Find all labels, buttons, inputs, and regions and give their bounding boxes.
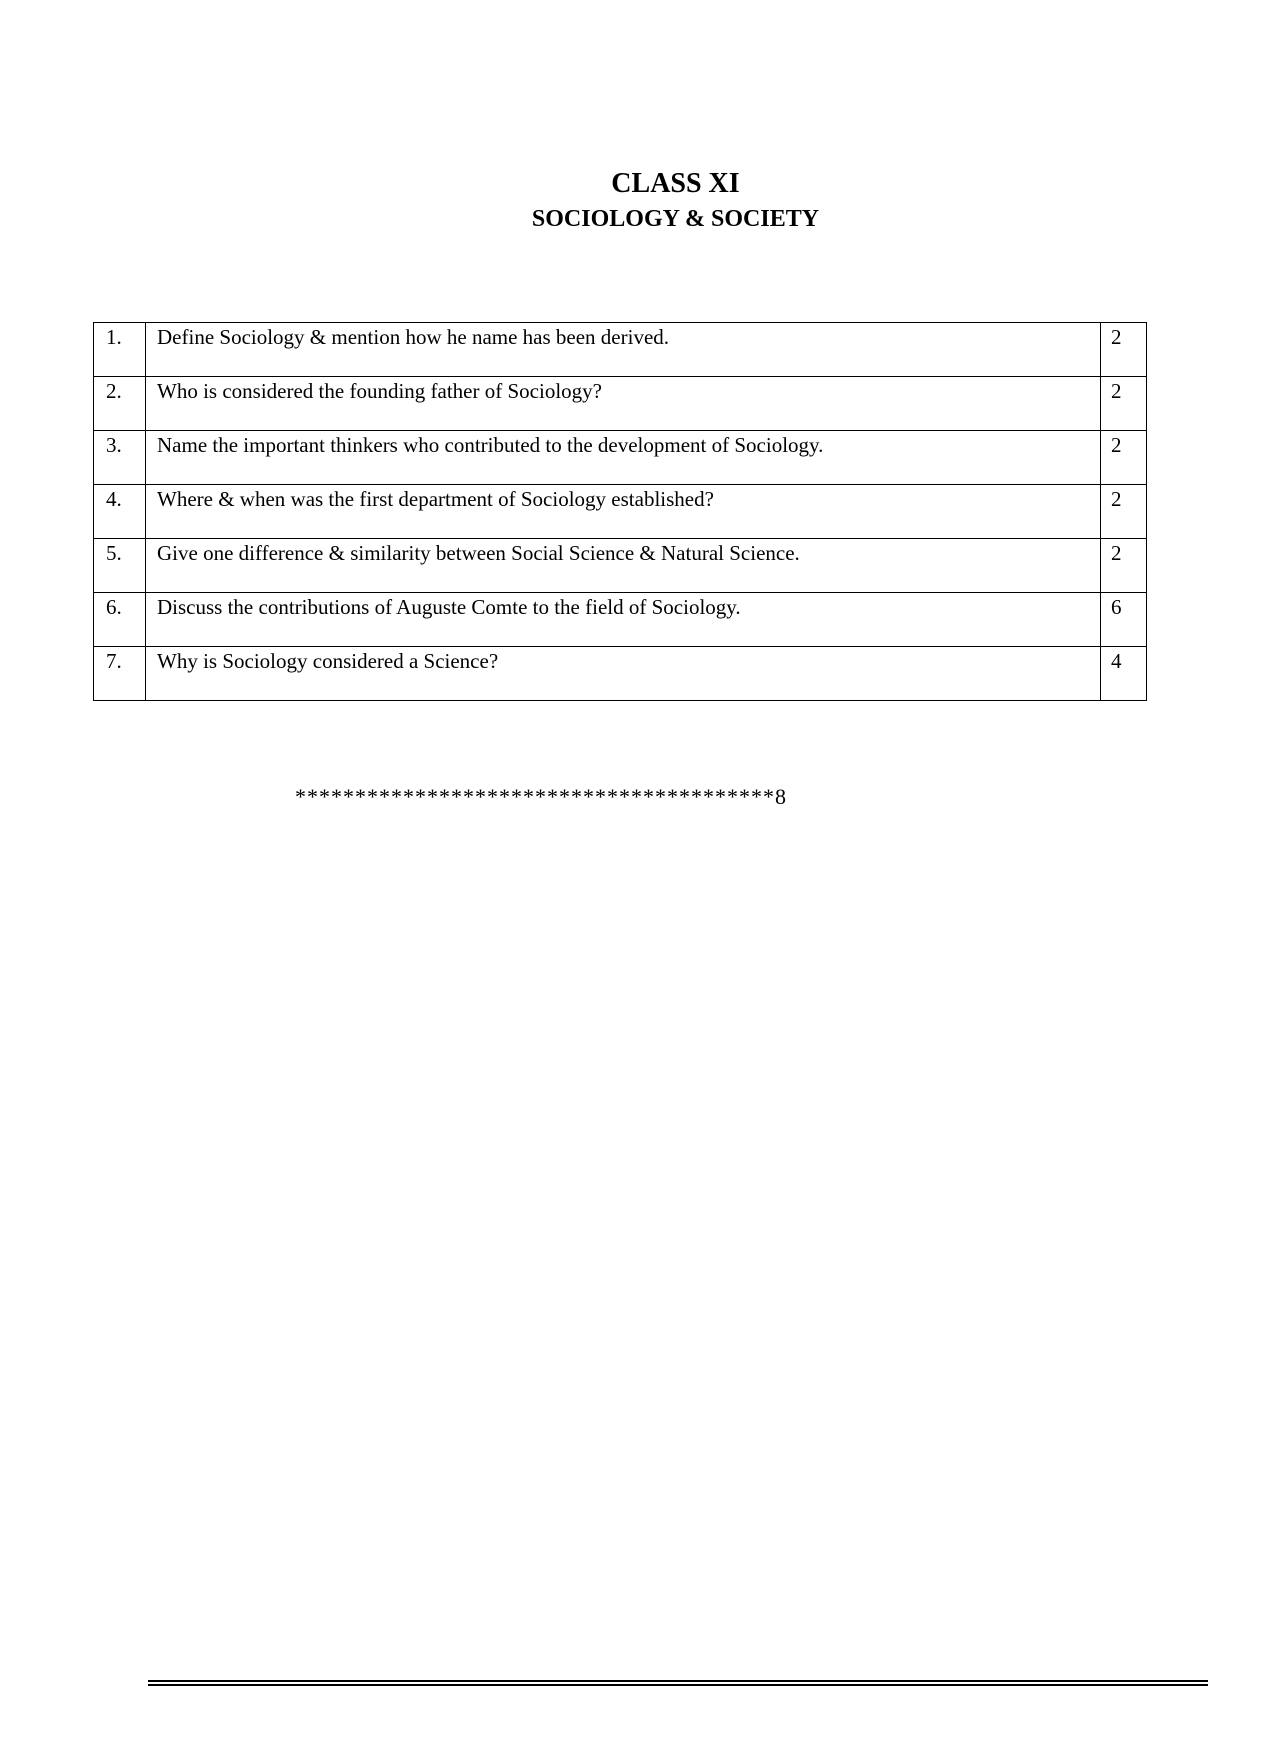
table-row — [94, 485, 1147, 539]
table-row — [94, 647, 1147, 701]
question-text: Define Sociology & mention how he name has been derived. — [146, 323, 1101, 377]
question-marks: 2 — [1101, 539, 1147, 593]
question-marks: 4 — [1101, 647, 1147, 701]
table-row — [94, 593, 1147, 647]
question-text: Name the important thinkers who contributed to the development of Sociology. — [146, 431, 1101, 485]
page-subtitle: SOCIOLOGY & SOCIETY — [531, 206, 820, 232]
table-row — [94, 431, 1147, 485]
question-marks: 2 — [1101, 431, 1147, 485]
question-number: 4. — [94, 485, 146, 539]
question-number: 5. — [94, 539, 146, 593]
question-marks: 6 — [1101, 593, 1147, 647]
footer-divider — [148, 1680, 1208, 1682]
question-number: 6. — [94, 593, 146, 647]
question-number: 1. — [94, 323, 146, 377]
table-row — [94, 539, 1147, 593]
question-number: 7. — [94, 647, 146, 701]
question-text: Who is considered the founding father of Sociology? — [146, 377, 1101, 431]
page-title: CLASS XI — [611, 168, 740, 199]
questions-table — [93, 322, 1147, 701]
table-row — [94, 323, 1147, 377]
question-marks: 2 — [1101, 485, 1147, 539]
question-text: Give one difference & similarity between Social Science & Natural Science. — [146, 539, 1101, 593]
question-marks: 2 — [1101, 323, 1147, 377]
question-number: 2. — [94, 377, 146, 431]
end-of-section-stars: ****************************************8 — [295, 784, 787, 809]
question-text: Why is Sociology considered a Science? — [146, 647, 1101, 701]
table-row — [94, 377, 1147, 431]
question-number: 3. — [94, 431, 146, 485]
question-text: Discuss the contributions of Auguste Comte to the field of Sociology. — [146, 593, 1101, 647]
question-marks: 2 — [1101, 377, 1147, 431]
footer-divider-secondary — [148, 1684, 1208, 1686]
question-text: Where & when was the first department of Sociology established? — [146, 485, 1101, 539]
